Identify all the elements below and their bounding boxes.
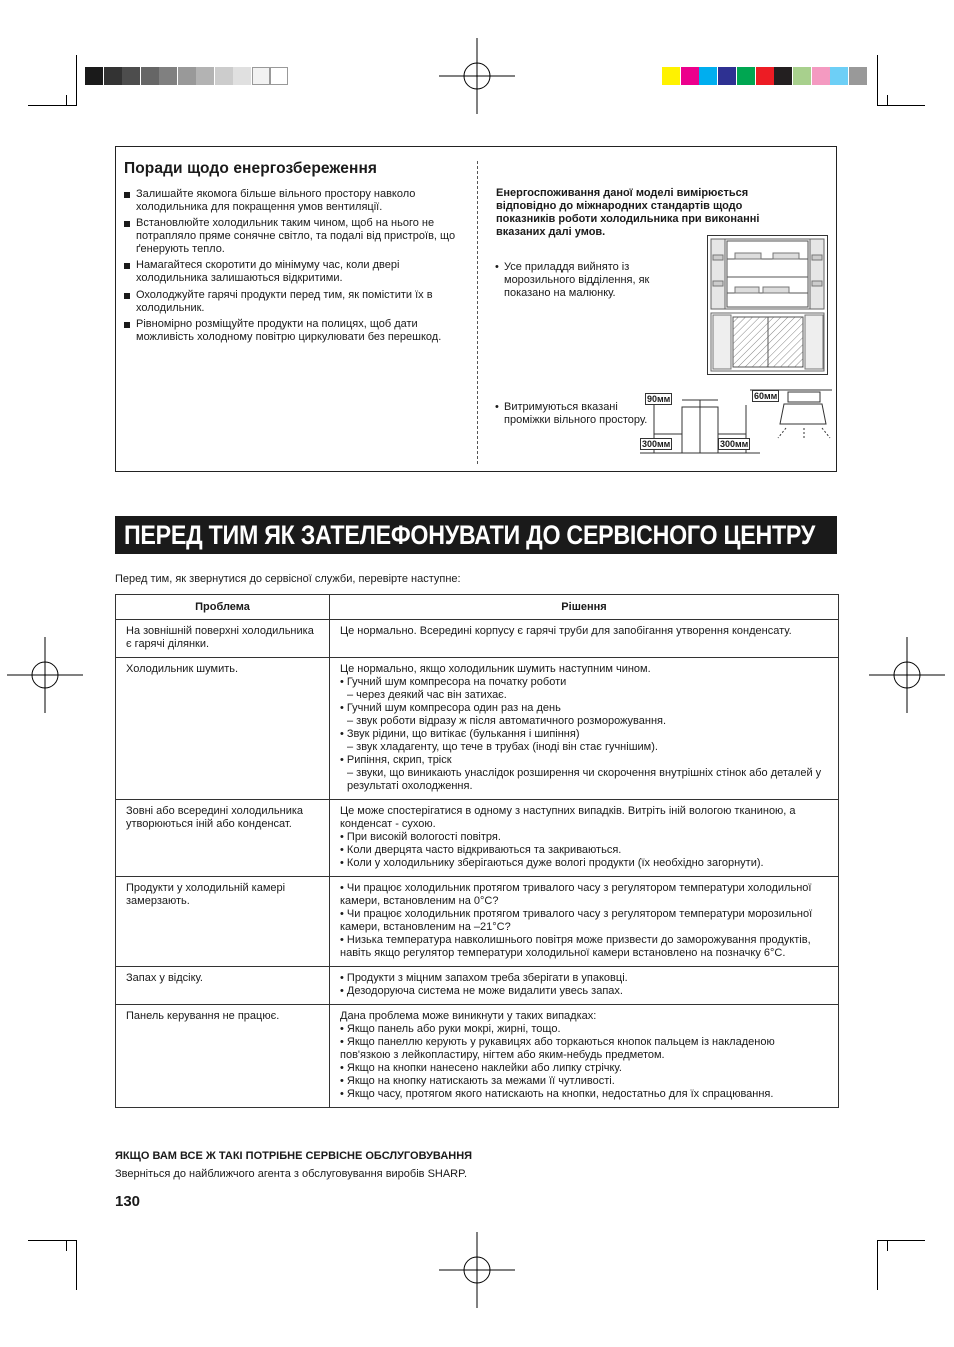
tip-item: Охолоджуйте гарячі продукти перед тим, як помістити їх в холодильник. (124, 289, 464, 315)
tips-divider (477, 161, 478, 464)
table-row (116, 877, 839, 967)
square-bullet-icon (124, 293, 130, 299)
color-swatch (849, 67, 867, 85)
intro-text: Перед тим, як звернутися до сервісної служби, перевірте наступне: (115, 573, 461, 585)
solution-cell (330, 800, 839, 877)
registration-mark-icon (7, 637, 83, 713)
solution-line: • Дезодоруюча система не може видалити увесь запах. (340, 985, 623, 997)
color-swatch (793, 67, 811, 85)
gray-swatch (270, 67, 288, 85)
problem-cell: Холодильник шумить. (116, 658, 330, 800)
solution-line: • Якщо на кнопку натискають за межами її чутливості. (340, 1075, 615, 1087)
solution-cell (330, 877, 839, 967)
table-row (116, 967, 839, 1005)
solution-cell (330, 1005, 839, 1108)
solution-line: Це може спостерігатися в одному з наступних випадків. Витріть іній вологою тканиною, а конденсат - сухою. (340, 805, 796, 830)
solution-header: Рішення (330, 595, 839, 620)
solution-line: – звук хладагенту, що тече в трубах (іноді він стає гучнішим). (347, 741, 658, 753)
solution-line: • Чи працює холодильник протягом тривалого часу з регулятором температури холодильної камери, встановленим на 0°C? (340, 882, 812, 907)
condition-accessories: • Усе приладдя вийнято із морозильного відділення, як показано на малюнку. (495, 261, 650, 299)
solution-line: • Продукти з міцним запахом треба зберігати в упаковці. (340, 972, 628, 984)
color-swatch (812, 67, 830, 85)
energy-consumption-text: Енергоспоживання даної моделі вимірюється відповідно до міжнародних стандартів щодо показників роботи холодильника при виконанні вказаних далі умов. (496, 187, 760, 238)
gray-swatch (196, 67, 214, 85)
color-swatch (830, 67, 848, 85)
table-header-row (116, 595, 839, 620)
problem-cell: На зовнішній поверхні холодильника є гарячі ділянки. (116, 620, 330, 658)
solution-line: • Коли дверцята часто відкриваються та закриваються. (340, 844, 622, 856)
solution-line: – звук роботи відразу ж після автоматичного розморожування. (347, 715, 667, 727)
solution-cell (330, 620, 839, 658)
clearance-left-label: 300мм (642, 439, 671, 449)
solution-line: – звуки, що виникають унаслідок розширення чи скорочення внутрішніх стінок або деталей у результаті охолодження. (347, 767, 822, 792)
table-row (116, 800, 839, 877)
solution-line: • Чи працює холодильник протягом тривалого часу з регулятором температури морозильної камери, встановленим на –21°C? (340, 908, 813, 933)
registration-mark-icon (439, 1232, 515, 1308)
tip-item: Встановлюйте холодильник таким чином, щоб на нього не потрапляло пряме сонячне світло, та подалі від пристроїв, що ґенерують тепло. (124, 217, 464, 256)
color-swatch (756, 67, 774, 85)
color-swatch (662, 67, 680, 85)
gray-swatch (85, 67, 103, 85)
square-bullet-icon (124, 192, 130, 198)
solution-line: • Гучний шум компресора один раз на день (340, 702, 561, 714)
color-swatch (718, 67, 736, 85)
solution-cell (330, 967, 839, 1005)
square-bullet-icon (124, 322, 130, 328)
tips-title: Поради щодо енергозбереження (124, 160, 378, 177)
gray-swatch (233, 67, 251, 85)
gray-swatch (215, 67, 233, 85)
solution-line: • При високій вологості повітря. (340, 831, 501, 843)
gray-swatch (141, 67, 159, 85)
service-text: Зверніться до найближчого агента з обслуговування виробів SHARP. (115, 1168, 468, 1180)
table-row (116, 658, 839, 800)
solution-line: • Рипіння, скрип, тріск (340, 754, 452, 766)
solution-line: Це нормально. Всередині корпусу є гарячі труби для запобігання утворення конденсату. (340, 625, 792, 637)
problem-cell: Продукти у холодильній камері замерзають. (116, 877, 330, 967)
solution-line: Дана проблема може виникнути у таких випадках: (340, 1010, 597, 1022)
solution-line: • Якщо на кнопки нанесено наклейки або липку стрічку. (340, 1062, 622, 1074)
solution-cell (330, 658, 839, 800)
problem-cell: Запах у відсіку. (116, 967, 330, 1005)
fridge-interior-illustration (707, 235, 828, 375)
color-swatch (699, 67, 717, 85)
registration-mark-icon (869, 637, 945, 713)
solution-line: • Низька температура навколишнього повітря може призвести до заморожування продуктів, навіть якщо регулятор температури холодильної камери встановлено на позначку 6°C. (340, 934, 811, 959)
solution-line: • Якщо часу, протягом якого натискають на кнопки, недостатньо для їх спрацювання. (340, 1088, 774, 1100)
solution-line: – через деякий час він затихає. (347, 689, 507, 701)
clearance-right-label: 300мм (720, 439, 749, 449)
tip-item: Рівномірно розміщуйте продукти на полицях, щоб дати можливість холодному повітрю циркулювати без перешкод. (124, 318, 464, 344)
tip-item: Намагайтеся скоротити до мінімуму час, коли двері холодильника залишаються відкритими. (124, 259, 464, 285)
problem-cell: Зовні або всередині холодильника утворюються іній або конденсат. (116, 800, 330, 877)
color-swatch (774, 67, 792, 85)
problem-header: Проблема (116, 595, 330, 620)
table-row (116, 620, 839, 658)
solution-line: • Якщо панель або руки мокрі, жирні, тощо. (340, 1023, 561, 1035)
color-swatch (737, 67, 755, 85)
service-heading: ЯКЩО ВАМ ВСЕ Ж ТАКІ ПОТРІБНЕ СЕРВІСНЕ ОБСЛУГОВУВАННЯ (115, 1150, 473, 1162)
solution-line: • Якщо панеллю керують у рукавицях або торкаються кнопок пальцем із накладеною пов'язкою з лейкопластиру, нігтем або яким-небудь предметом. (340, 1036, 775, 1061)
clearance-top-label: 60мм (754, 391, 778, 401)
troubleshooting-table (115, 594, 839, 1108)
condition-clearance: • Витримуються вказані проміжки вільного простору. (495, 401, 648, 426)
solution-line: • Звук рідини, що витікає (булькання і шипіння) (340, 728, 580, 740)
problem-cell: Панель керування не працює. (116, 1005, 330, 1108)
color-swatch (681, 67, 699, 85)
solution-line: Це нормально, якщо холодильник шумить наступним чином. (340, 663, 651, 675)
gray-swatch (252, 67, 270, 85)
table-row (116, 1005, 839, 1108)
gray-swatch (159, 67, 177, 85)
section-title: ПЕРЕД ТИМ ЯК ЗАТЕЛЕФОНУВАТИ ДО СЕРВІСНОГО ЦЕНТРУ (124, 520, 816, 550)
gray-swatch (178, 67, 196, 85)
square-bullet-icon (124, 263, 130, 269)
tip-item: Залишайте якомога більше вільного простору навколо холодильника для покращення умов вентиляції. (124, 188, 464, 214)
gray-swatch (104, 67, 122, 85)
square-bullet-icon (124, 221, 130, 227)
clearance-top-side-label: 90мм (647, 394, 671, 404)
solution-line: • Коли у холодильнику зберігаються дуже вологі продукти (їх необхідно загорнути). (340, 857, 764, 869)
gray-swatch (122, 67, 140, 85)
registration-mark-icon (439, 38, 515, 114)
solution-line: • Гучний шум компресора на початку роботи (340, 676, 567, 688)
page-number: 130 (115, 1193, 141, 1210)
table-body (116, 620, 839, 1108)
